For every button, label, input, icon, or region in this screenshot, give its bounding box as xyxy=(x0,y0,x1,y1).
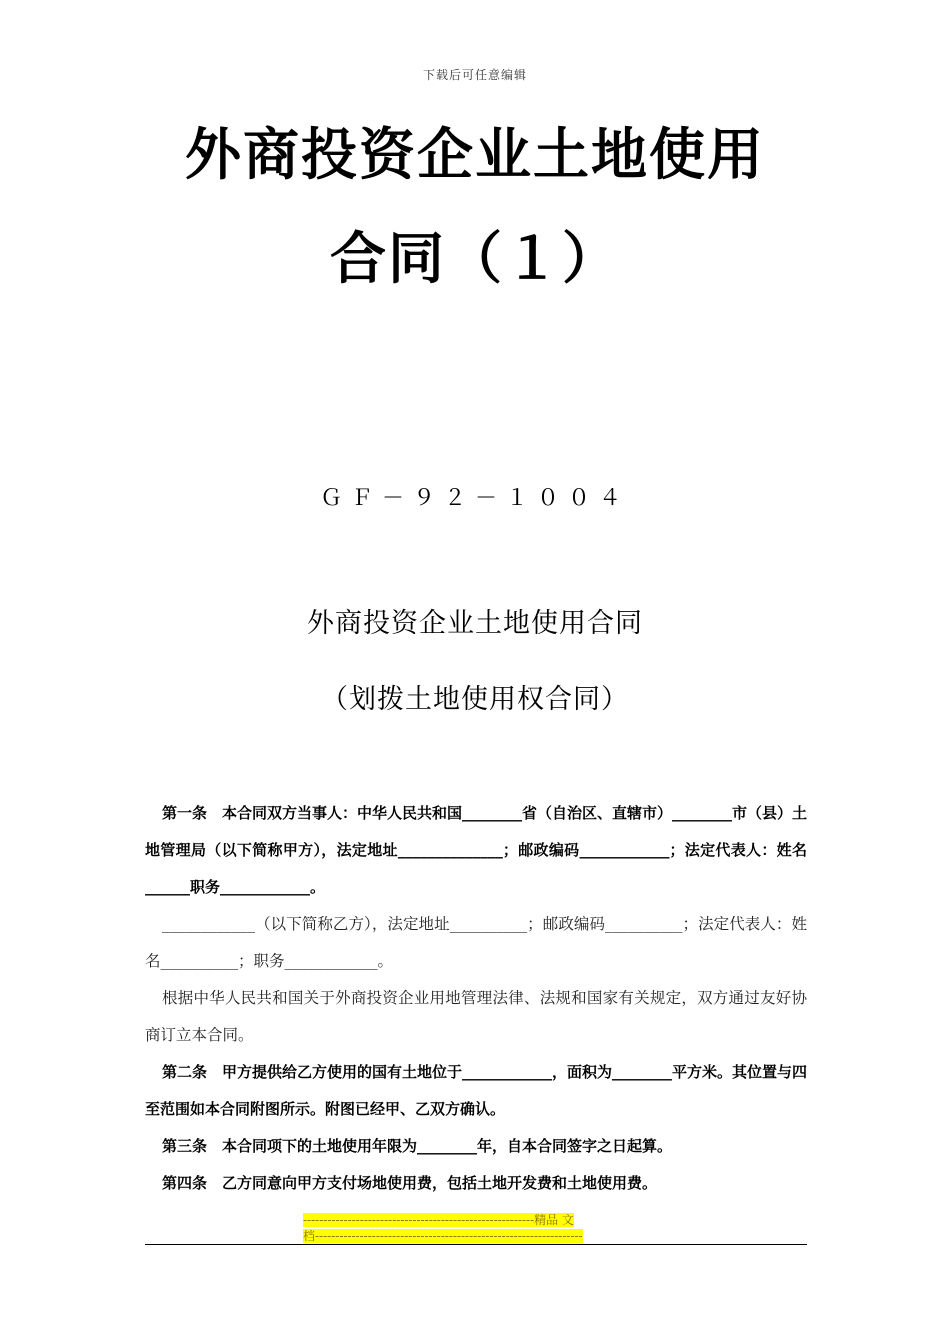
footer-watermark xyxy=(303,1212,648,1244)
party-b-info: ____________（以下简称乙方），法定地址__________；邮政编码__________；法定代表人：姓名__________；职务____________。 xyxy=(145,915,807,970)
contract-subtitle-type: （划拨土地使用权合同） xyxy=(321,684,629,715)
document-title-line-1: 外商投资企业土地使用 xyxy=(185,123,765,188)
article-3: 第三条 本合同项下的土地使用年限为________年，自本合同签字之日起算。 xyxy=(162,1137,673,1155)
contract-code: ＧＦ－９２－１００４ xyxy=(319,486,630,511)
article-4: 第四条 乙方同意向甲方支付场地使用费，包括土地开发费和土地使用费。 xyxy=(162,1174,658,1192)
article-1: 第一条 本合同双方当事人：中华人民共和国________省（自治区、直辖市）________市（县）土地管理局（以下简称甲方），法定地址______________；邮政编码____________；法定代表人：姓名______职务____________。 xyxy=(145,804,808,896)
contract-subtitle: 外商投资企业土地使用合同 xyxy=(307,608,643,639)
header-note: 下载后可任意编辑 xyxy=(422,68,527,82)
footer-divider xyxy=(145,1244,807,1245)
contract-body xyxy=(145,795,807,1202)
footer-line-1: ---------------------------------------------------------精品 文 xyxy=(303,1213,574,1227)
article-2: 第二条 甲方提供给乙方使用的国有土地位于____________，面积为________平方米。其位置与四至范围如本合同附图所示。附图已经甲、乙双方确认。 xyxy=(145,1063,808,1118)
footer-line-2: 档------------------------------------------------------------------ xyxy=(303,1229,583,1243)
document-title-line-2: 合同（１） xyxy=(330,227,620,292)
preamble: 根据中华人民共和国关于外商投资企业用地管理法律、法规和国家有关规定，双方通过友好协商订立本合同。 xyxy=(145,989,807,1044)
